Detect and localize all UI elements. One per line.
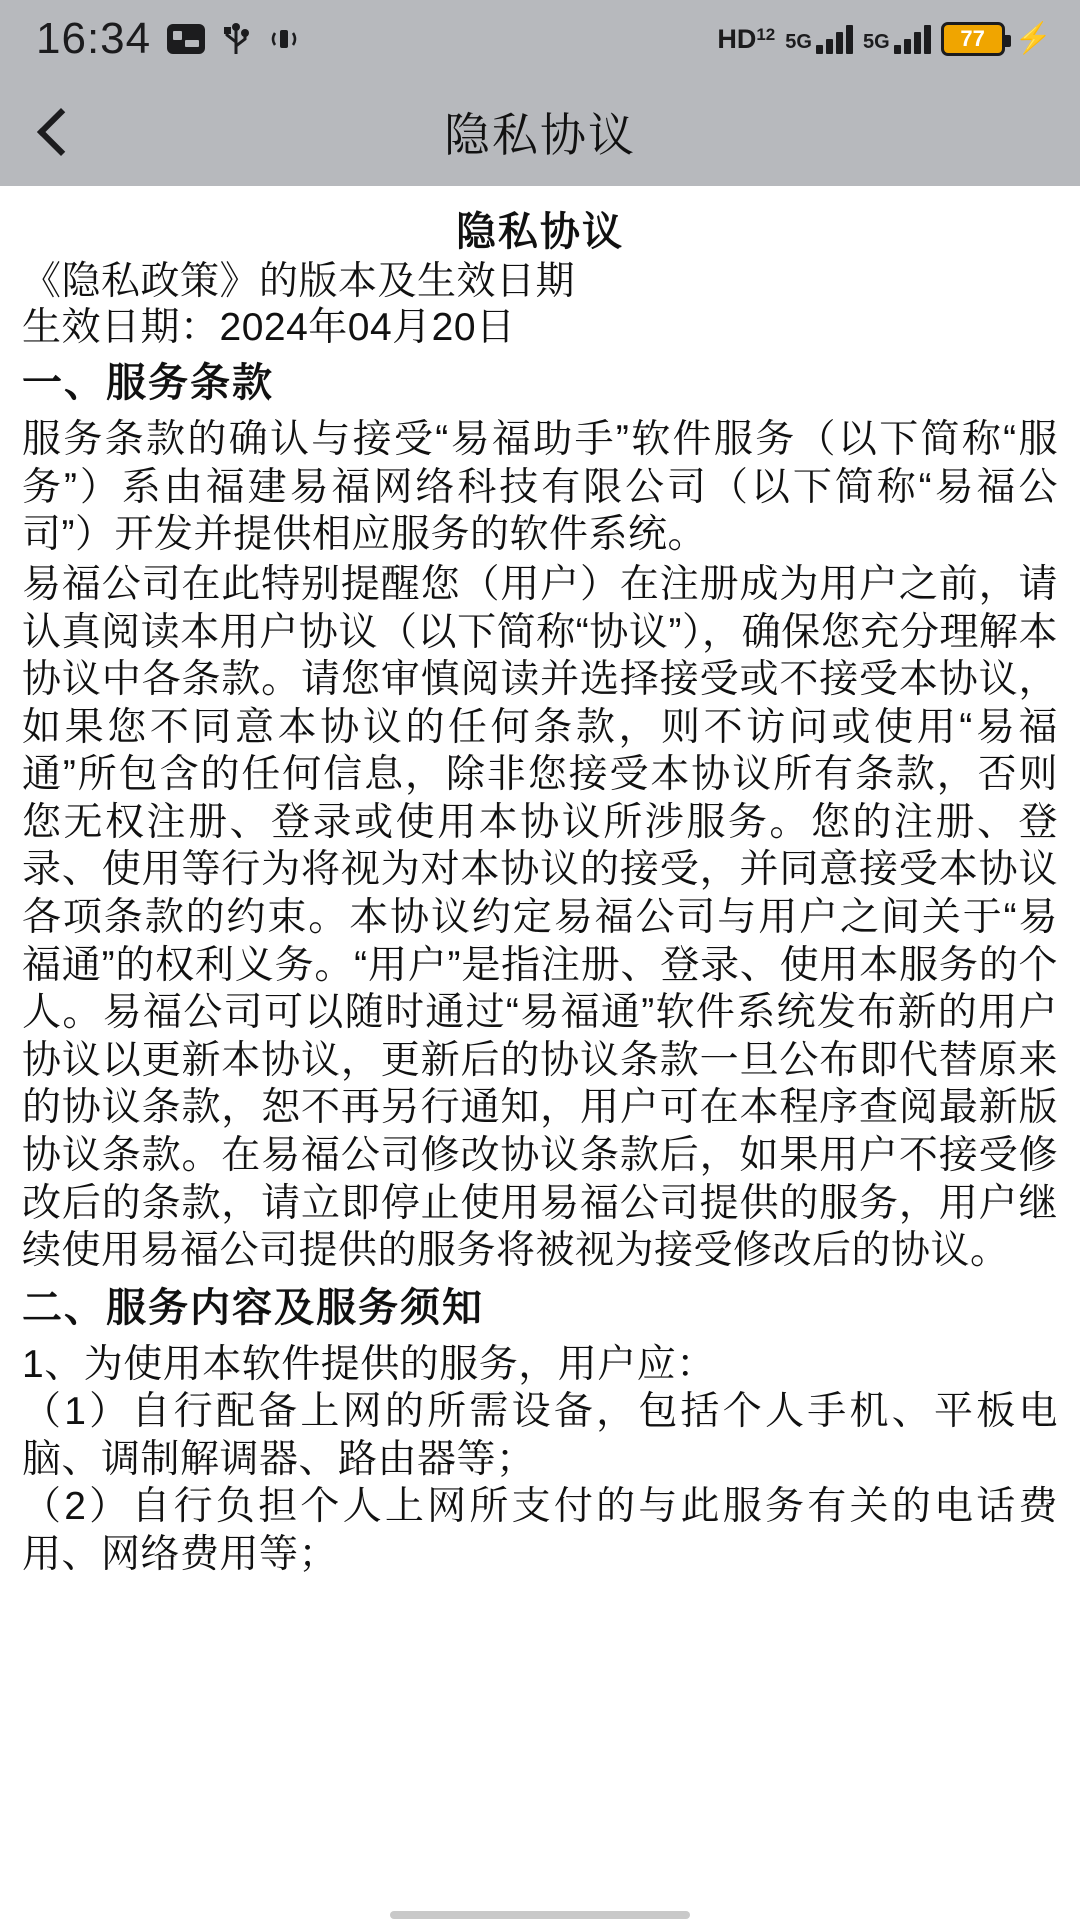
document-version-line: 《隐私政策》的版本及生效日期 — [22, 260, 576, 303]
paragraph-4: （1）自行配备上网的所需设备，包括个人手机、平板电脑、调制解调器、路由器等； — [22, 1390, 1058, 1481]
signal-icon-2: 5G — [863, 24, 931, 54]
section-heading-2: 二、服务内容及服务须知 — [22, 1285, 484, 1330]
lightning-bolt-icon: ⚡ — [1014, 22, 1052, 55]
paragraph-2: 易福公司在此特别提醒您（用户）在注册成为用户之前，请认真阅读本用户协议（以下简称“协议”），确保您充分理解本协议中各条款。请您审慎阅读并选择接受或不接受本协议，如果您不同意本协议的任何条款，则不访问或使用“易福通”所包含的任何信息，除非您接受本协议所有条款，否则您无权注册、登录或使用本协议所涉服务。您的注册、登录、使用等行为将视为对本协议的接受，并同意接受本协议各项条款的约束。本协议约定易福公司与用户之间关于“易福通”的权利义务。“用户”是指注册、登录、使用本服务的个人。易福公司可以随时通过“易福通”软件系统发布新的用户协议以更新本协议，更新后的协议条款一旦公布即代替原来的协议条款，恕不再另行通知，用户可在本程序查阅最新版协议条款。在易福公司修改协议条款后，如果用户不接受修改后的条款，请立即停止使用易福公司提供的服务，用户继续使用易福公司提供的服务将被视为接受修改后的协议。 — [22, 562, 1058, 1273]
back-chevron-icon — [37, 108, 85, 156]
privacy-policy-content[interactable] — [0, 186, 1080, 1920]
paragraph-5: （2）自行负担个人上网所支付的与此服务有关的电话费用、网络费用等； — [22, 1485, 1058, 1576]
paragraph-1: 服务条款的确认与接受“易福助手”软件服务（以下简称“服务”）系由福建易福网络科技有限公司（以下简称“易福公司”）开发并提供相应服务的软件系统。 — [22, 418, 1058, 557]
status-bar — [0, 0, 1080, 78]
page-title: 隐私协议 — [444, 109, 636, 161]
usb-icon — [221, 22, 251, 56]
status-bar-left — [36, 14, 301, 64]
battery-icon: 77 — [941, 22, 1005, 56]
status-bar-right — [717, 22, 1052, 56]
home-indicator — [0, 1910, 1080, 1920]
back-button[interactable] — [0, 78, 110, 186]
hd-voice-icon: HD 1 2 — [717, 23, 776, 54]
document-title: 隐私协议 — [456, 210, 624, 254]
status-clock: 16:34 — [36, 14, 152, 63]
app-notification-icon — [167, 24, 205, 54]
document-effective-date: 生效日期：2024年04月20日 — [22, 305, 516, 349]
app-header — [0, 78, 1080, 186]
paragraph-3: 1、为使用本软件提供的服务，用户应： — [22, 1342, 716, 1386]
section-heading-1: 一、服务条款 — [22, 361, 274, 406]
signal-icon-1: 5G — [785, 24, 853, 54]
vibrate-icon — [267, 24, 301, 54]
